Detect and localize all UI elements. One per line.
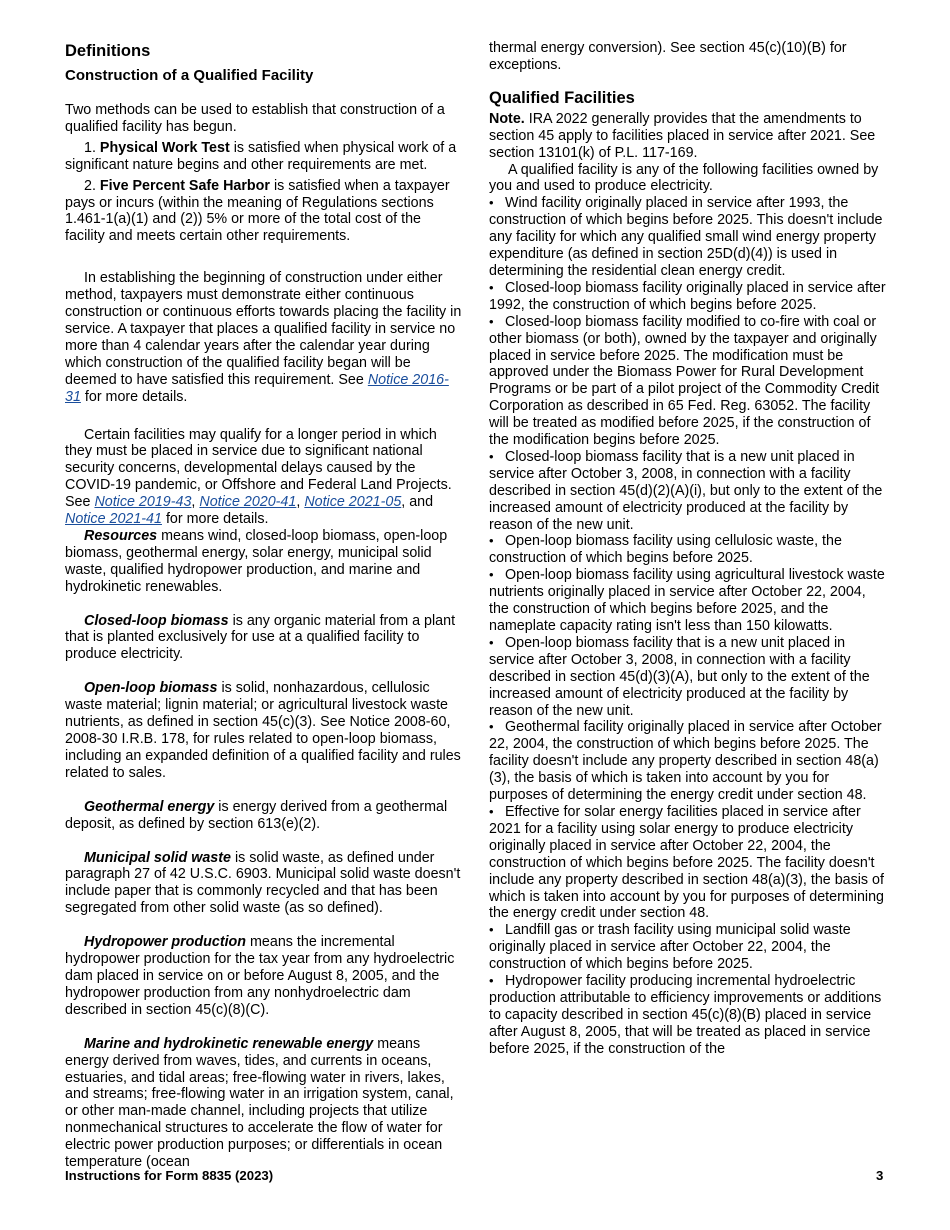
bullet-icon: • — [489, 533, 494, 549]
bullet-icon: • — [489, 279, 494, 295]
list-item: • Geothermal facility originally placed in service after October 22, 2004, the construction of which begins before 2025. The facility doesn't include any property described in section 48(a)(3), the basis of which is taken into account by you for purposes of determining the energy credit under section 48. — [489, 719, 882, 804]
bullet-icon: • — [489, 195, 494, 211]
list-item: • Hydropower facility producing incremental hydroelectric production attributable to efficiency improvements or additions to capacity described in section 45(c)(8)(B) placed in service after August 8, 2005, that will be treated as placed in service before 2025, if the construction of the — [489, 973, 882, 1057]
list-item: • Wind facility originally placed in service after 1993, the construction of which begins before 2025. This doesn't include any facility for which any qualified small wind energy property expenditure (as defined in section 25D(d)(4)) is used in determining the residential clean energy credit. — [489, 195, 883, 279]
bullet-icon: • — [489, 973, 494, 989]
open-loop-term: Open-loop biomass — [84, 680, 218, 697]
bullet-icon: • — [489, 634, 494, 650]
notice-2021-05-link[interactable]: Notice 2021-05 — [304, 494, 402, 511]
establish-paragraph: In establishing the beginning of construction under either method, taxpayers must demonstrate either continuous construction or continuous efforts towards placing the facility in service. A taxpayer that places a qualified facility in service no more than 4 calendar years after the calendar year during which construction of the qualified facility began will be deemed to have satisfied this requirement. See Notice 2016-31 for more details. — [65, 270, 462, 405]
list-item: • Closed-loop biomass facility originally placed in service after 1992, the construction of which begins before 2025. — [489, 279, 886, 313]
bullet-icon: • — [489, 803, 494, 819]
notice-2019-43-link[interactable]: Notice 2019-43 — [94, 494, 192, 511]
bullet-icon: • — [489, 719, 494, 735]
qualified-facilities-list — [489, 195, 886, 1057]
method-2-term: Five Percent Safe Harbor — [99, 177, 270, 194]
method-1-term: Physical Work Test — [99, 139, 230, 156]
list-item: • Open-loop biomass facility using cellulosic waste, the construction of which begins before 2025. — [489, 533, 842, 567]
list-item: • Effective for solar energy facilities placed in service after 2021 for a facility using solar energy to produce electricity originally placed in service after October 22, 2004, the construction of which begins before 2025. The facility doesn't include any property described in section 48(a)(3), the basis of which is taken into account by you for purposes of determining the energy credit under section 48. — [489, 803, 884, 922]
bullet-icon: • — [489, 448, 494, 464]
continuation-paragraph: thermal energy conversion). See section 45(c)(10)(B) for exceptions. — [489, 40, 847, 73]
geothermal-definition: Geothermal energy is energy derived from a geothermal deposit, as defined by section 613(e)(2). — [65, 798, 448, 832]
municipal-solid-waste-term: Municipal solid waste — [84, 849, 231, 866]
certain-facilities-paragraph: Certain facilities may qualify for a longer period in which they must be placed in service due to significant national security concerns, developmental delays caused by the COVID-19 pandemic, or Offshore and Federal Land Projects. See Notice 2019-43, Notice 2020-41, Notice 2021-05, and Notice 2021-41 for more details. — [65, 426, 452, 528]
footer-form-title: Instructions for Form 8835 (2023) — [65, 1168, 274, 1183]
subheading-construction: Construction of a Qualified Facility — [65, 67, 314, 84]
geothermal-term: Geothermal energy — [84, 798, 215, 815]
list-item: • Open-loop biomass facility using agricultural livestock waste nutrients originally placed in service after October 22, 2004, the construction of which begins before 2025, and the nameplate capacity rating isn't less than 150 kilowatts. — [489, 567, 885, 634]
resources-definition: Resources means wind, closed-loop biomass, open-loop biomass, geothermal energy, solar energy, municipal solid waste, qualified hydropower production, and marine and hydrokinetic renewables. — [65, 527, 448, 595]
left-column — [65, 40, 463, 1171]
bullet-icon: • — [489, 922, 494, 938]
open-loop-definition: Open-loop biomass is solid, nonhazardous, cellulosic waste material; lignin material; or agricultural livestock waste nutrients, as defined in section 45(c)(3). See Notice 2008-60, 2008-30 I.R.B. 178, for rules related to open-loop biomass, including an expanded definition of a qualified facility and rules related to sales. — [65, 680, 461, 781]
page-number: 3 — [876, 1168, 884, 1183]
list-item: • Landfill gas or trash facility using municipal solid waste originally placed in service after October 22, 2004, the construction of which begins before 2025. — [489, 922, 851, 973]
resources-term: Resources — [84, 527, 158, 544]
municipal-solid-waste-definition: Municipal solid waste is solid waste, as defined under paragraph 27 of 42 U.S.C. 6903. Municipal solid waste doesn't include paper that is commonly recycled and that has been segregated from other solid waste (as so defined). — [65, 849, 461, 917]
notice-2020-41-link[interactable]: Notice 2020-41 — [199, 494, 297, 511]
hydropower-term: Hydropower production — [84, 934, 247, 951]
closed-loop-term: Closed-loop biomass — [84, 612, 229, 629]
right-column — [489, 40, 886, 1058]
method-2-paragraph: 2. Five Percent Safe Harbor is satisfied when a taxpayer pays or incurs (within the meaning of Regulations sections 1.461-1(a)(1) and (2)) 5% or more of the total cost of the facility and meets certain other requirements. — [65, 177, 450, 245]
list-item: • Closed-loop biomass facility modified to co-fire with coal or other biomass (or both), owned by the taxpayer and originally placed in service before 2025. The modification must be approved under the Biomass Power for Rural Development Programs or be part of a pilot project of the Commodity Credit Corporation as described in 65 Fed. Reg. 63052. The facility will be treated as modified before 2025, if the construction of the modification begins before 2025. — [489, 313, 880, 449]
marine-hydrokinetic-term: Marine and hydrokinetic renewable energy — [84, 1035, 374, 1052]
list-item: • Open-loop biomass facility that is a new unit placed in service after October 3, 2008, in connection with a facility described in section 45(d)(3)(A), but only to the extent of the increased amount of electricity produced at the facility by reason of the new unit. — [489, 634, 870, 719]
qualified-facility-intro: A qualified facility is any of the following facilities owned by you and used to produce electricity. — [489, 161, 879, 195]
notice-2021-41-link[interactable]: Notice 2021-41 — [65, 511, 162, 528]
intro-paragraph: Two methods can be used to establish that construction of a qualified facility has begun. — [65, 102, 445, 135]
bullet-icon: • — [489, 567, 494, 583]
hydropower-definition: Hydropower production means the incremental hydropower production for the tax year from any hydroelectric dam placed in service on or before August 8, 2005, and the hydropower production from any nonhydroelectric dam described in section 45(c)(8)(C). — [65, 934, 455, 1018]
list-item: • Closed-loop biomass facility that is a new unit placed in service after October 3, 2008, in connection with a facility described in section 45(d)(2)(A)(i), but only to the extent of the increased amount of electricity produced at the facility by reason of the new unit. — [489, 448, 883, 533]
bullet-icon: • — [489, 313, 494, 329]
note-label: Note. — [489, 110, 525, 127]
note-paragraph: Note. IRA 2022 generally provides that the amendments to section 45 apply to facilities placed in service after 2021. See section 13101(k) of P.L. 117-169. — [489, 110, 876, 161]
section-heading-definitions: Definitions — [65, 42, 151, 60]
notice-2016-31-link[interactable]: Notice 2016-31 — [65, 371, 449, 405]
method-1-paragraph: 1. Physical Work Test is satisfied when physical work of a significant nature begins and other requirements are met. — [65, 139, 457, 173]
closed-loop-definition: Closed-loop biomass is any organic material from a plant that is planted exclusively for use at a qualified facility to produce electricity. — [65, 612, 456, 663]
section-heading-qualified-facilities: Qualified Facilities — [489, 88, 635, 107]
marine-hydrokinetic-definition: Marine and hydrokinetic renewable energy means energy derived from waves, tides, and currents in oceans, estuaries, and tidal areas; free-flowing water in rivers, lakes, and streams; free-flowing water in an irrigation system, canal, or other man-made channel, including projects that utilize nonmechanical structures to accelerate the flow of water for electric power production purposes; or differentials in ocean temperature (ocean — [65, 1035, 454, 1171]
